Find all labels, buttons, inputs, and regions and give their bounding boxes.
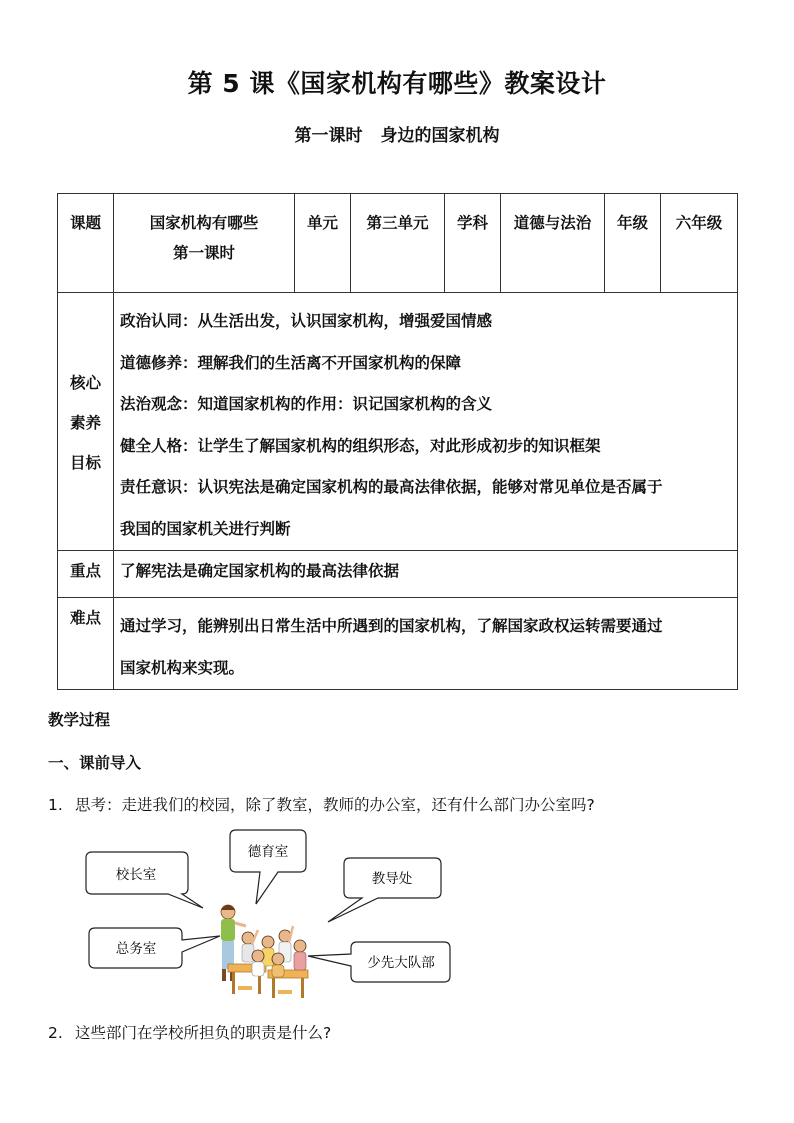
goals-label <box>58 293 114 551</box>
bubble-pioneers <box>308 942 450 982</box>
bubble-moral <box>230 830 306 904</box>
difficulty-row <box>58 598 738 690</box>
bubble-academic-text: 教导处 <box>371 871 413 887</box>
focus-label: 重点 <box>58 551 114 598</box>
goals-content <box>114 293 738 551</box>
bubble-principal-text: 校长室 <box>115 867 157 883</box>
document-title: 第 5 课《国家机构有哪些》教案设计 <box>187 69 607 98</box>
process-heading: 教学过程 <box>48 711 111 729</box>
unit-value: 第三单元 <box>351 194 445 293</box>
bubble-academic <box>328 858 441 922</box>
subject-value: 道德与法治 <box>501 194 605 293</box>
difficulty-label: 难点 <box>58 598 114 690</box>
bubble-principal <box>86 852 203 908</box>
goals-label-line3: 目标 <box>69 454 101 472</box>
goal-political: 政治认同：从生活出发，认识国家机构，增强爱国情感 <box>120 312 493 330</box>
unit-label: 单元 <box>295 194 351 293</box>
goals-label-line2: 素养 <box>69 414 101 432</box>
question-2-number: 2. <box>48 1024 63 1042</box>
course-value <box>114 194 295 293</box>
goal-responsibility-line2: 我国的国家机关进行判断 <box>120 519 291 538</box>
question-1-number: 1. <box>48 796 63 814</box>
focus-text: 了解宪法是确定国家机构的最高法律依据 <box>114 551 738 598</box>
bubble-general-text: 总务室 <box>115 941 157 957</box>
course-period: 第一课时 <box>172 244 235 262</box>
goal-moral: 道德修养：理解我们的生活离不开国家机构的保障 <box>120 353 462 372</box>
goal-legal: 法治观念：知道国家机构的作用：识记国家机构的含义 <box>120 395 493 413</box>
question-2 <box>48 1021 331 1043</box>
course-label: 课题 <box>58 194 114 293</box>
goal-responsibility-line1: 责任意识：认识宪法是确定国家机构的最高法律依据，能够对常见单位是否属于 <box>120 478 663 496</box>
difficulty-line2: 国家机构来实现。 <box>120 659 245 677</box>
school-offices-illustration <box>78 826 458 1001</box>
table-header-row <box>58 194 738 293</box>
document-subtitle <box>0 121 794 146</box>
goals-label-line1: 核心 <box>69 374 101 392</box>
course-name: 国家机构有哪些 <box>149 214 259 232</box>
lesson-plan-table <box>57 193 738 690</box>
classroom-scene <box>221 905 308 998</box>
question-1 <box>48 793 595 815</box>
grade-label: 年级 <box>605 194 661 293</box>
goals-row <box>58 293 738 551</box>
bubble-pioneers-text: 少先大队部 <box>367 955 435 971</box>
subtitle-lesson: 第一课时 <box>294 126 363 146</box>
focus-row <box>58 551 738 598</box>
section-intro-heading: 一、课前导入 <box>48 754 142 772</box>
bubble-moral-text: 德育室 <box>247 844 289 860</box>
grade-value: 六年级 <box>661 194 738 293</box>
question-2-text: 这些部门在学校所担负的职责是什么? <box>75 1024 332 1042</box>
subtitle-topic: 身边的国家机构 <box>380 126 500 146</box>
difficulty-text <box>114 598 738 690</box>
bubble-general <box>89 928 220 968</box>
question-1-text: 思考：走进我们的校园，除了教室，教师的办公室，还有什么部门办公室吗? <box>75 796 595 814</box>
goal-personality: 健全人格：让学生了解国家机构的组织形态，对此形成初步的知识框架 <box>120 436 601 455</box>
subject-label: 学科 <box>445 194 501 293</box>
difficulty-line1: 通过学习，能辨别出日常生活中所遇到的国家机构，了解国家政权运转需要通过 <box>120 617 663 635</box>
